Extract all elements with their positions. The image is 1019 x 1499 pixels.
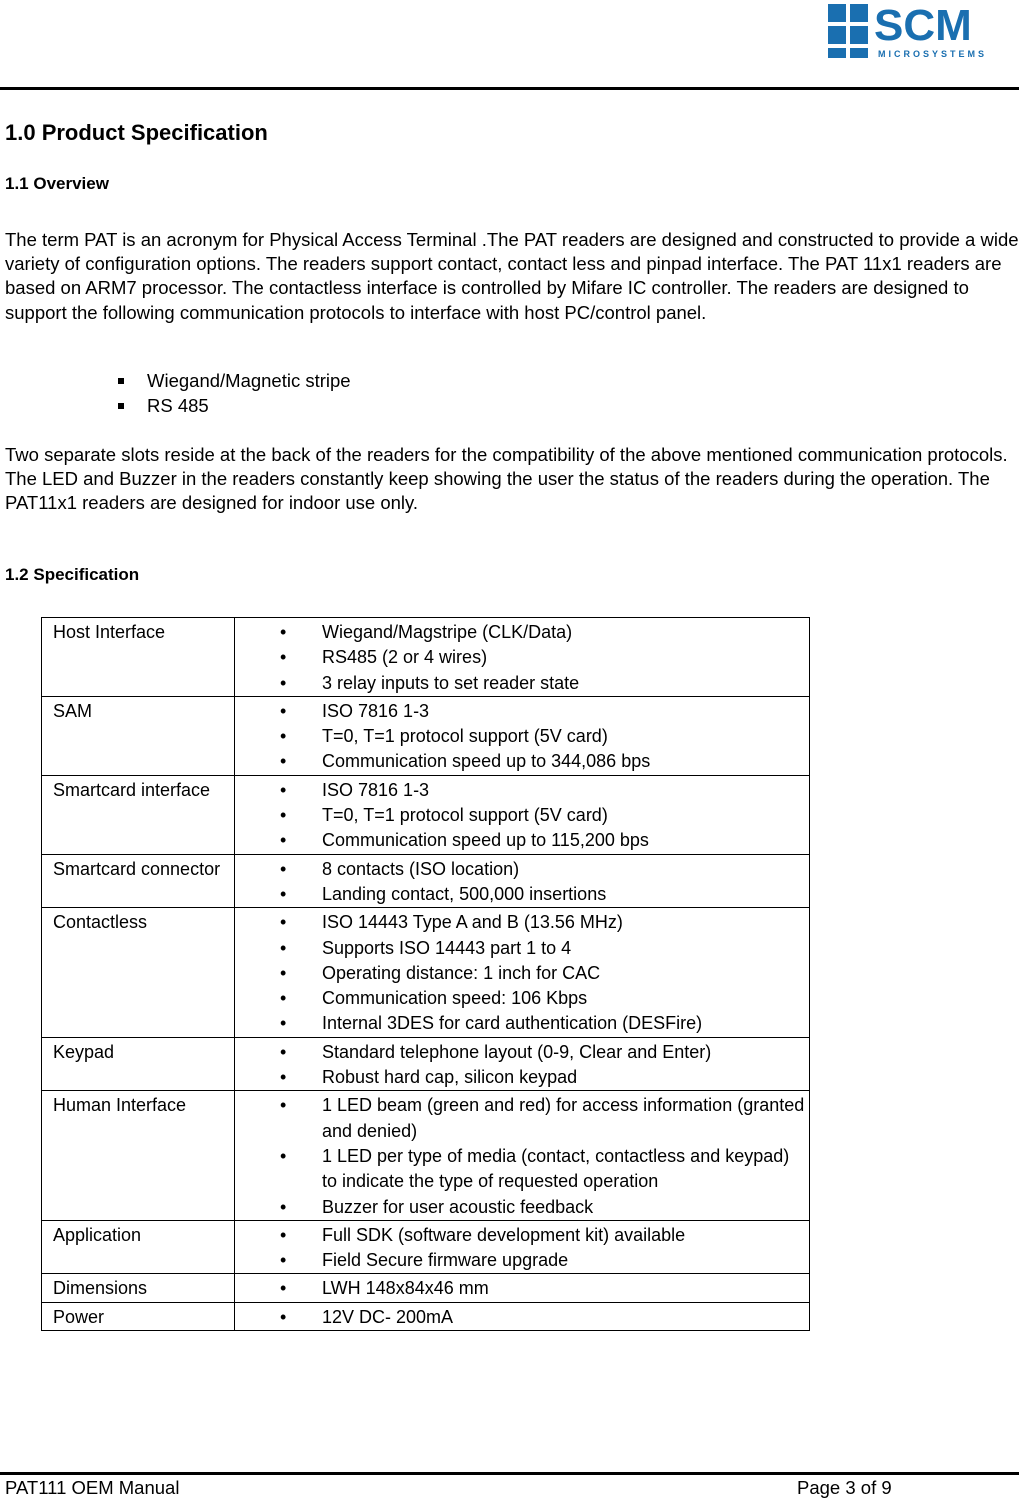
- spec-value: [235, 618, 810, 697]
- spec-item-list: [235, 1038, 809, 1091]
- spec-item: • T=0, T=1 protocol support (5V card): [235, 724, 805, 749]
- specification-heading: 1.2 Specification: [5, 565, 140, 584]
- spec-row: [42, 1037, 810, 1091]
- scm-microsystems-logo: [826, 2, 1016, 60]
- spec-row: [42, 1091, 810, 1220]
- spec-item: • 12V DC- 200mA: [235, 1305, 805, 1330]
- spec-value: [235, 1037, 810, 1091]
- spec-item: • 8 contacts (ISO location): [235, 857, 805, 882]
- spec-key: Smartcard interface: [42, 775, 235, 854]
- spec-value: [235, 696, 810, 775]
- spec-value: [235, 854, 810, 908]
- spec-item: • Buzzer for user acoustic feedback: [235, 1195, 805, 1220]
- spec-item: • Robust hard cap, silicon keypad: [235, 1065, 805, 1090]
- overview-paragraph-1: The term PAT is an acronym for Physical Access Terminal .The PAT readers are designed and constructed to provide a wide variety of configuration options. The readers support contact, contact less and pinpad interface. The PAT 11x1 readers are based on ARM7 processor. The contactless interface is controlled by Mifare IC controller. The readers are designed to support the following communication protocols to interface with host PC/control panel.: [5, 229, 1019, 323]
- spec-item: • 3 relay inputs to set reader state: [235, 671, 805, 696]
- spec-key: Host Interface: [42, 618, 235, 697]
- square-bullet-icon: [118, 403, 124, 409]
- spec-value: [235, 908, 810, 1037]
- spec-key: Keypad: [42, 1037, 235, 1091]
- spec-key: Smartcard connector: [42, 854, 235, 908]
- spec-value: [235, 775, 810, 854]
- spec-item-list: [235, 1303, 809, 1330]
- spec-value: [235, 1302, 810, 1330]
- spec-item: • Standard telephone layout (0-9, Clear and Enter): [235, 1040, 805, 1065]
- spec-row: [42, 1302, 810, 1330]
- spec-key: Contactless: [42, 908, 235, 1037]
- spec-item: • Full SDK (software development kit) available: [235, 1223, 805, 1248]
- spec-item-list: [235, 1091, 809, 1219]
- spec-key: Dimensions: [42, 1274, 235, 1302]
- spec-item: • 1 LED per type of media (contact, contactless and keypad) to indicate the type of requested operation: [235, 1144, 805, 1195]
- footer-page-number: Page 3 of 9: [797, 1477, 892, 1498]
- spec-item: • Operating distance: 1 inch for CAC: [235, 961, 805, 986]
- spec-key: SAM: [42, 696, 235, 775]
- spec-item: • Communication speed: 106 Kbps: [235, 986, 805, 1011]
- spec-value: [235, 1220, 810, 1274]
- spec-row: [42, 618, 810, 697]
- spec-item: • ISO 14443 Type A and B (13.56 MHz): [235, 910, 805, 935]
- spec-item-list: [235, 618, 809, 696]
- overview-paragraph-2: Two separate slots reside at the back of the readers for the compatibility of the above mentioned communication protocols. The LED and Buzzer in the readers constantly keep showing the user the status of the readers during the operation. The PAT11x1 readers are designed for indoor use only.: [5, 444, 1008, 514]
- spec-row: [42, 775, 810, 854]
- spec-item: • Field Secure firmware upgrade: [235, 1248, 805, 1273]
- spec-item: • RS485 (2 or 4 wires): [235, 645, 805, 670]
- spec-key: Power: [42, 1302, 235, 1330]
- specification-table-body: [42, 618, 810, 1331]
- spec-row: [42, 908, 810, 1037]
- spec-row: [42, 1274, 810, 1302]
- logo-subtext: MICROSYSTEMS: [878, 49, 988, 59]
- footer-document-title: PAT111 OEM Manual: [5, 1477, 180, 1498]
- spec-item: • T=0, T=1 protocol support (5V card): [235, 803, 805, 828]
- spec-row: [42, 696, 810, 775]
- protocol-label: RS 485: [147, 394, 209, 416]
- spec-item: • ISO 7816 1-3: [235, 778, 805, 803]
- specification-table: [41, 617, 810, 1331]
- footer-rule: [0, 1472, 1019, 1475]
- spec-item-list: [235, 697, 809, 775]
- logo-text: SCM: [874, 2, 972, 50]
- spec-key: Application: [42, 1220, 235, 1274]
- spec-item: • Internal 3DES for card authentication (DESFire): [235, 1011, 805, 1036]
- spec-row: [42, 854, 810, 908]
- spec-item: • Landing contact, 500,000 insertions: [235, 882, 805, 907]
- spec-item-list: [235, 908, 809, 1036]
- spec-item: • 1 LED beam (green and red) for access information (granted and denied): [235, 1093, 805, 1144]
- spec-item-list: [235, 855, 809, 908]
- spec-key: Human Interface: [42, 1091, 235, 1220]
- spec-item: • Communication speed up to 344,086 bps: [235, 749, 805, 774]
- protocol-label: Wiegand/Magnetic stripe: [147, 370, 351, 391]
- spec-item: • Communication speed up to 115,200 bps: [235, 828, 805, 853]
- spec-item: • LWH 148x84x46 mm: [235, 1276, 805, 1301]
- square-bullet-icon: [118, 378, 124, 384]
- spec-value: [235, 1091, 810, 1220]
- spec-value: [235, 1274, 810, 1302]
- spec-item-list: [235, 776, 809, 854]
- overview-heading: 1.1 Overview: [5, 174, 109, 193]
- spec-row: [42, 1220, 810, 1274]
- spec-item: • ISO 7816 1-3: [235, 699, 805, 724]
- spec-item: • Wiegand/Magstripe (CLK/Data): [235, 620, 805, 645]
- spec-item: • Supports ISO 14443 part 1 to 4: [235, 936, 805, 961]
- spec-item-list: [235, 1221, 809, 1274]
- section-title: 1.0 Product Specification: [5, 120, 268, 145]
- header-rule: [0, 87, 1019, 90]
- spec-item-list: [235, 1274, 809, 1301]
